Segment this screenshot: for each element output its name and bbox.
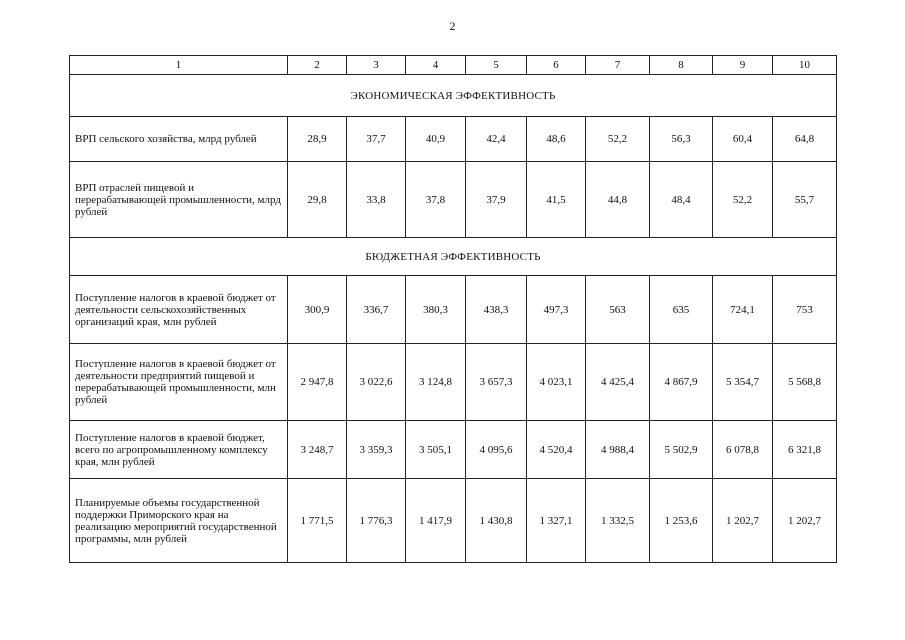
cell-value: 3 124,8 — [406, 344, 466, 421]
cell-value: 60,4 — [713, 117, 773, 162]
cell-value: 1 332,5 — [586, 479, 650, 563]
cell-value: 4 520,4 — [527, 421, 586, 479]
cell-value: 41,5 — [527, 162, 586, 238]
section-title-budget: БЮДЖЕТНАЯ ЭФФЕКТИВНОСТЬ — [70, 238, 837, 276]
cell-value: 1 202,7 — [713, 479, 773, 563]
cell-value: 300,9 — [288, 276, 347, 344]
column-number: 2 — [288, 56, 347, 75]
cell-value: 48,4 — [650, 162, 713, 238]
column-number: 4 — [406, 56, 466, 75]
cell-value: 635 — [650, 276, 713, 344]
cell-value: 724,1 — [713, 276, 773, 344]
cell-value: 5 502,9 — [650, 421, 713, 479]
cell-value: 4 023,1 — [527, 344, 586, 421]
cell-value: 1 253,6 — [650, 479, 713, 563]
cell-value: 3 248,7 — [288, 421, 347, 479]
cell-value: 1 327,1 — [527, 479, 586, 563]
column-number: 1 — [70, 56, 288, 75]
column-number: 9 — [713, 56, 773, 75]
cell-value: 438,3 — [466, 276, 527, 344]
cell-value: 380,3 — [406, 276, 466, 344]
cell-value: 4 988,4 — [586, 421, 650, 479]
indicators-table — [69, 55, 837, 563]
cell-value: 4 867,9 — [650, 344, 713, 421]
cell-value: 52,2 — [586, 117, 650, 162]
column-number: 5 — [466, 56, 527, 75]
cell-value: 1 417,9 — [406, 479, 466, 563]
cell-value: 4 095,6 — [466, 421, 527, 479]
cell-value: 1 776,3 — [347, 479, 406, 563]
table-row — [70, 344, 837, 421]
column-number-row — [70, 56, 837, 75]
cell-value: 55,7 — [773, 162, 837, 238]
row-label: ВРП сельского хозяйства, млрд рублей — [70, 117, 288, 162]
cell-value: 37,8 — [406, 162, 466, 238]
row-label: Поступление налогов в краевой бюджет от деятельности сельскохозяйственных организаций края, млн рублей — [70, 276, 288, 344]
cell-value: 6 321,8 — [773, 421, 837, 479]
row-label: Планируемые объемы государственной поддержки Приморского края на реализацию мероприятий государственной программы, млн рублей — [70, 479, 288, 563]
cell-value: 497,3 — [527, 276, 586, 344]
cell-value: 1 202,7 — [773, 479, 837, 563]
column-number: 6 — [527, 56, 586, 75]
row-label: Поступление налогов в краевой бюджет, всего по агропромышленному комплексу края, млн рублей — [70, 421, 288, 479]
column-number: 3 — [347, 56, 406, 75]
cell-value: 3 022,6 — [347, 344, 406, 421]
cell-value: 753 — [773, 276, 837, 344]
cell-value: 3 657,3 — [466, 344, 527, 421]
column-number: 7 — [586, 56, 650, 75]
table-row — [70, 479, 837, 563]
cell-value: 6 078,8 — [713, 421, 773, 479]
cell-value: 29,8 — [288, 162, 347, 238]
section-header-row — [70, 238, 837, 276]
cell-value: 52,2 — [713, 162, 773, 238]
cell-value: 42,4 — [466, 117, 527, 162]
cell-value: 3 505,1 — [406, 421, 466, 479]
cell-value: 28,9 — [288, 117, 347, 162]
cell-value: 4 425,4 — [586, 344, 650, 421]
cell-value: 40,9 — [406, 117, 466, 162]
row-label: Поступление налогов в краевой бюджет от деятельности предприятий пищевой и перерабатывающей промышленности, млн рублей — [70, 344, 288, 421]
cell-value: 5 354,7 — [713, 344, 773, 421]
table-row — [70, 162, 837, 238]
cell-value: 64,8 — [773, 117, 837, 162]
cell-value: 1 430,8 — [466, 479, 527, 563]
table-row — [70, 421, 837, 479]
cell-value: 563 — [586, 276, 650, 344]
cell-value: 5 568,8 — [773, 344, 837, 421]
cell-value: 37,9 — [466, 162, 527, 238]
column-number: 10 — [773, 56, 837, 75]
column-number: 8 — [650, 56, 713, 75]
cell-value: 44,8 — [586, 162, 650, 238]
row-label: ВРП отраслей пищевой и перерабатывающей промышленности, млрд рублей — [70, 162, 288, 238]
page-number: 2 — [449, 19, 456, 33]
section-title-economic: ЭКОНОМИЧЕСКАЯ ЭФФЕКТИВНОСТЬ — [70, 75, 837, 117]
cell-value: 33,8 — [347, 162, 406, 238]
cell-value: 37,7 — [347, 117, 406, 162]
cell-value: 1 771,5 — [288, 479, 347, 563]
cell-value: 2 947,8 — [288, 344, 347, 421]
cell-value: 336,7 — [347, 276, 406, 344]
section-header-row — [70, 75, 837, 117]
cell-value: 48,6 — [527, 117, 586, 162]
table-row — [70, 276, 837, 344]
table-row — [70, 117, 837, 162]
cell-value: 3 359,3 — [347, 421, 406, 479]
cell-value: 56,3 — [650, 117, 713, 162]
